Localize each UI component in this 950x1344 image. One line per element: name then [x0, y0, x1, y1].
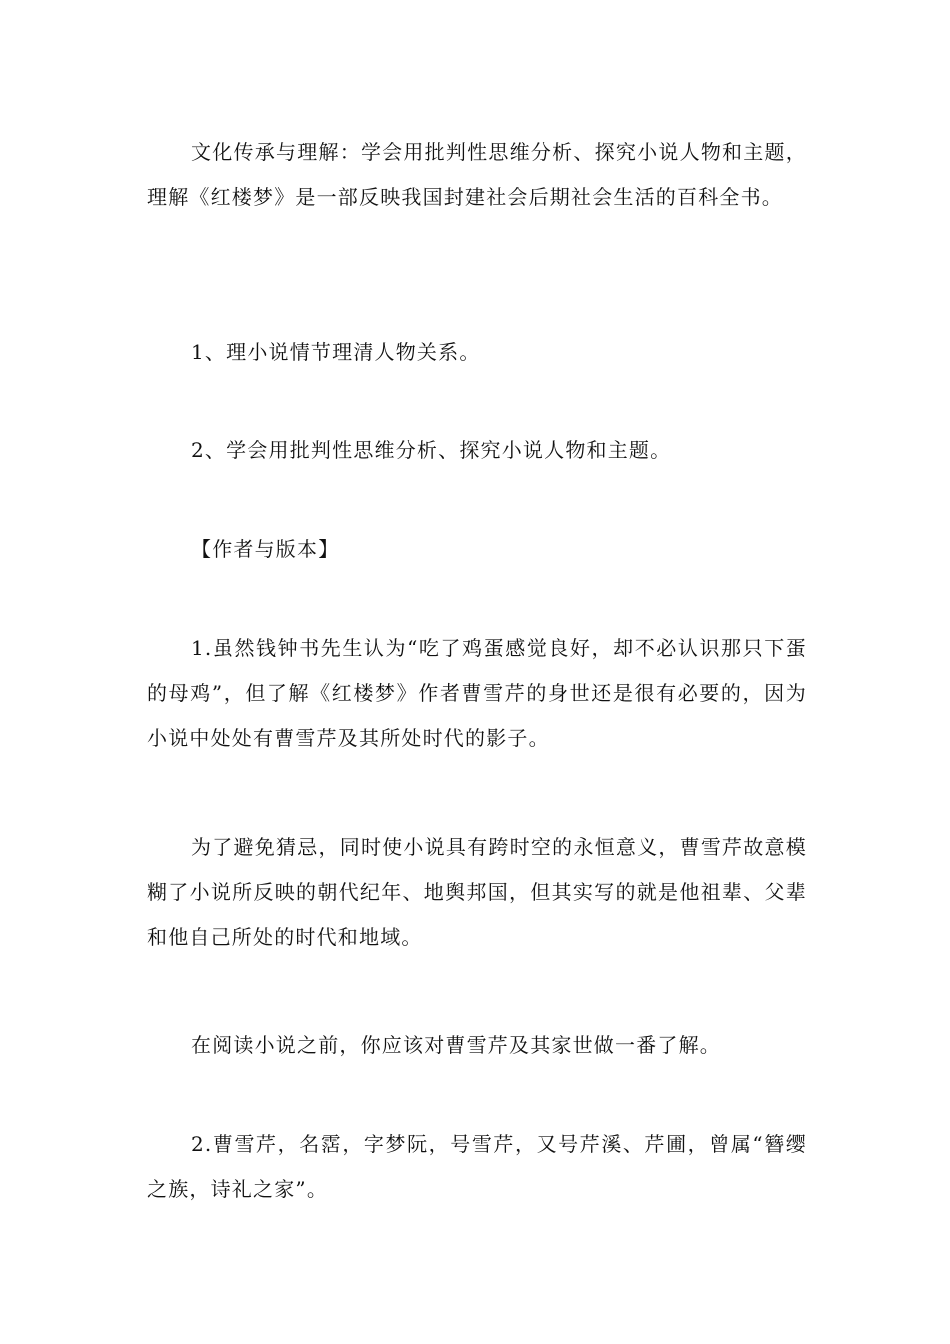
paragraph-author-1: 1.虽然钱钟书先生认为“吃了鸡蛋感觉良好，却不必认识那只下蛋的母鸡”，但了解《红楼梦》作者曹雪芹的身世还是很有必要的，因为小说中处处有曹雪芹及其所处时代的影子。 [147, 636, 807, 750]
paragraph-objective-1: 1、理小说情节理清人物关系。 [191, 340, 481, 364]
paragraph-cultural-heritage: 文化传承与理解：学会用批判性思维分析、探究小说人物和主题，理解《红楼梦》是一部反映我国封建社会后期社会生活的百科全书。 [147, 140, 807, 209]
paragraph-author-blur: 为了避免猜忌，同时使小说具有跨时空的永恒意义，曹雪芹故意模糊了小说所反映的朝代纪年、地舆邦国，但其实写的就是他祖辈、父辈和他自己所处的时代和地域。 [147, 835, 807, 949]
section-heading-author-edition: 【作者与版本】 [191, 537, 340, 561]
paragraph-objective-2: 2、学会用批判性思维分析、探究小说人物和主题。 [191, 438, 672, 462]
paragraph-before-reading: 在阅读小说之前，你应该对曹雪芹及其家世做一番了解。 [191, 1033, 721, 1057]
paragraph-author-2: 2.曹雪芹，名霑，字梦阮，号雪芹，又号芹溪、芹圃，曾属“簪缨之族，诗礼之家”。 [147, 1132, 807, 1201]
